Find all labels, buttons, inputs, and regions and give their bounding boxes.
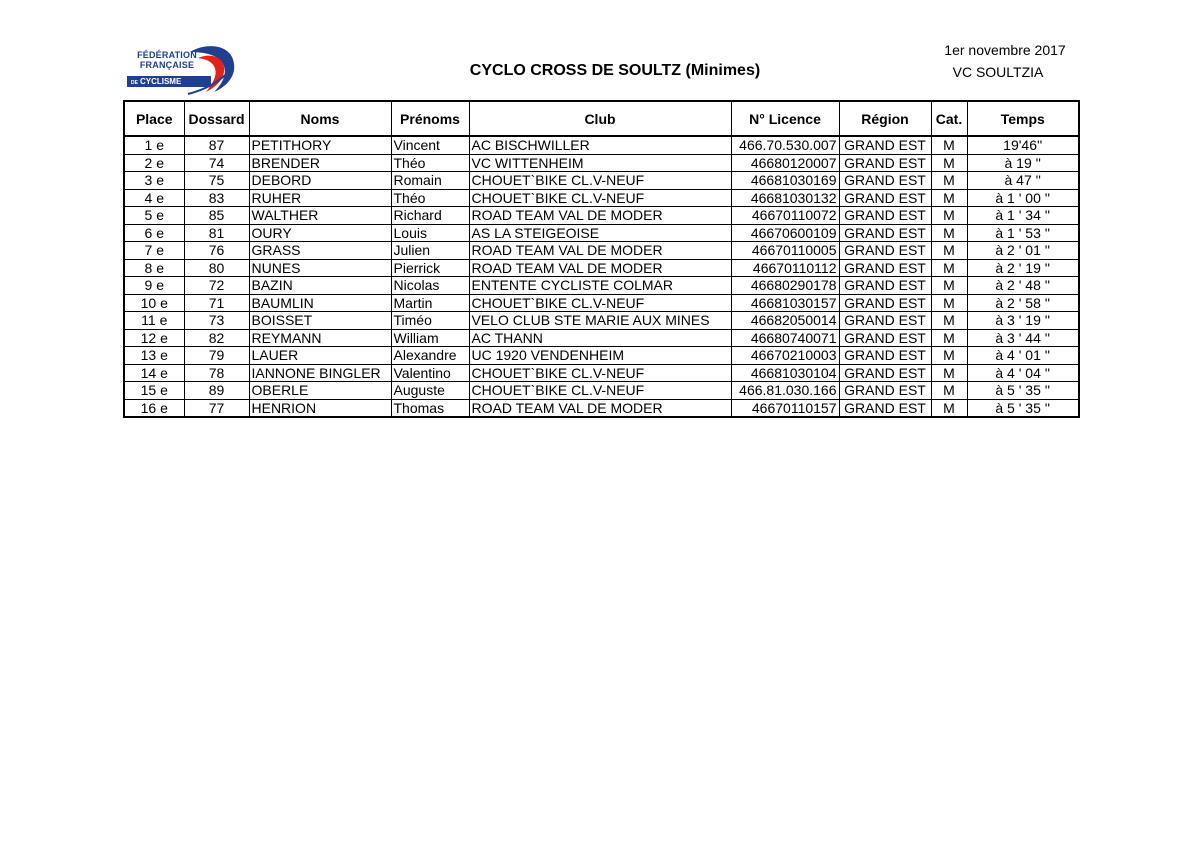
cell-prenom: Thomas [391, 399, 469, 417]
cell-nom: HENRION [249, 399, 391, 417]
cell-licence: 46670110005 [731, 242, 839, 260]
table-row [124, 172, 1079, 190]
table-row [124, 382, 1079, 400]
cell-dossard: 78 [184, 364, 249, 382]
cell-place: 3 e [124, 172, 184, 190]
cell-nom: LAUER [249, 347, 391, 365]
cell-region: GRAND EST [839, 172, 931, 190]
table-row [124, 329, 1079, 347]
table-row [124, 259, 1079, 277]
cell-cat: M [931, 382, 967, 400]
col-region: Région [839, 101, 931, 136]
logo-line-1: FÉDÉRATION [137, 50, 197, 60]
cell-club: CHOUET`BIKE CL.V-NEUF [469, 189, 731, 207]
cell-club: ROAD TEAM VAL DE MODER [469, 207, 731, 225]
col-cat: Cat. [931, 101, 967, 136]
cell-place: 4 e [124, 189, 184, 207]
cell-place: 12 e [124, 329, 184, 347]
cell-prenom: Alexandre [391, 347, 469, 365]
cell-prenom: Pierrick [391, 259, 469, 277]
cell-dossard: 80 [184, 259, 249, 277]
cell-cat: M [931, 224, 967, 242]
cell-club: ROAD TEAM VAL DE MODER [469, 399, 731, 417]
cell-club: CHOUET`BIKE CL.V-NEUF [469, 382, 731, 400]
cell-licence: 46681030169 [731, 172, 839, 190]
cell-place: 15 e [124, 382, 184, 400]
table-header [124, 101, 1079, 136]
cell-nom: DEBORD [249, 172, 391, 190]
cell-club: ROAD TEAM VAL DE MODER [469, 259, 731, 277]
page-title: CYCLO CROSS DE SOULTZ (Minimes) [469, 62, 761, 79]
cell-nom: BRENDER [249, 154, 391, 172]
cell-nom: OURY [249, 224, 391, 242]
cell-prenom: Louis [391, 224, 469, 242]
cell-region: GRAND EST [839, 329, 931, 347]
table-row [124, 136, 1079, 154]
cell-club: AC BISCHWILLER [469, 136, 731, 154]
logo-band-small: DE [131, 80, 138, 86]
cell-temps: à 5 ' 35 '' [967, 399, 1079, 417]
cell-licence: 46670110157 [731, 399, 839, 417]
cell-temps: à 3 ' 44 '' [967, 329, 1079, 347]
cell-cat: M [931, 136, 967, 154]
cell-licence: 46670110072 [731, 207, 839, 225]
cell-region: GRAND EST [839, 224, 931, 242]
cell-temps: à 47 '' [967, 172, 1079, 190]
cell-cat: M [931, 294, 967, 312]
cell-temps: à 2 ' 58 '' [967, 294, 1079, 312]
cyclist-swoosh-icon [184, 42, 242, 98]
cell-prenom: William [391, 329, 469, 347]
cell-club: ENTENTE CYCLISTE COLMAR [469, 277, 731, 295]
cell-dossard: 74 [184, 154, 249, 172]
logo-band-text: CYCLISME [139, 77, 182, 86]
event-date: 1er novembre 2017 [944, 42, 1066, 58]
cell-region: GRAND EST [839, 382, 931, 400]
cell-region: GRAND EST [839, 189, 931, 207]
cell-nom: OBERLE [249, 382, 391, 400]
cell-cat: M [931, 329, 967, 347]
cell-cat: M [931, 399, 967, 417]
cell-licence: 46670600109 [731, 224, 839, 242]
cell-temps: à 1 ' 53 '' [967, 224, 1079, 242]
cell-prenom: Romain [391, 172, 469, 190]
cell-prenom: Vincent [391, 136, 469, 154]
cell-region: GRAND EST [839, 364, 931, 382]
cell-place: 11 e [124, 312, 184, 330]
table-row [124, 347, 1079, 365]
cell-prenom: Martin [391, 294, 469, 312]
cell-temps: à 2 ' 19 '' [967, 259, 1079, 277]
logo-line-2: FRANÇAISE [139, 60, 195, 70]
cell-temps: à 3 ' 19 '' [967, 312, 1079, 330]
cell-dossard: 73 [184, 312, 249, 330]
cell-place: 7 e [124, 242, 184, 260]
cell-place: 10 e [124, 294, 184, 312]
cell-licence: 46680290178 [731, 277, 839, 295]
cell-place: 13 e [124, 347, 184, 365]
organizer-club: VC SOULTZIA [952, 64, 1044, 80]
cell-licence: 46682050014 [731, 312, 839, 330]
cell-cat: M [931, 207, 967, 225]
cell-prenom: Théo [391, 154, 469, 172]
cell-nom: NUNES [249, 259, 391, 277]
cell-nom: BAUMLIN [249, 294, 391, 312]
cell-club: CHOUET`BIKE CL.V-NEUF [469, 172, 731, 190]
results-table [123, 100, 1080, 418]
cell-prenom: Auguste [391, 382, 469, 400]
cell-region: GRAND EST [839, 242, 931, 260]
cell-licence: 46681030104 [731, 364, 839, 382]
cell-cat: M [931, 172, 967, 190]
cell-cat: M [931, 364, 967, 382]
table-row [124, 207, 1079, 225]
cell-temps: à 1 ' 34 '' [967, 207, 1079, 225]
cell-temps: à 2 ' 01 '' [967, 242, 1079, 260]
cell-club: CHOUET`BIKE CL.V-NEUF [469, 364, 731, 382]
cell-licence: 46680120007 [731, 154, 839, 172]
cell-licence: 46681030157 [731, 294, 839, 312]
cell-place: 16 e [124, 399, 184, 417]
cell-place: 2 e [124, 154, 184, 172]
cell-dossard: 75 [184, 172, 249, 190]
cell-nom: BAZIN [249, 277, 391, 295]
col-place: Place [124, 101, 184, 136]
cell-club: CHOUET`BIKE CL.V-NEUF [469, 294, 731, 312]
cell-place: 14 e [124, 364, 184, 382]
cell-nom: GRASS [249, 242, 391, 260]
cell-licence: 466.70.530.007 [731, 136, 839, 154]
cell-nom: REYMANN [249, 329, 391, 347]
cell-region: GRAND EST [839, 207, 931, 225]
cell-dossard: 76 [184, 242, 249, 260]
cell-prenom: Richard [391, 207, 469, 225]
table-row [124, 294, 1079, 312]
cell-place: 9 e [124, 277, 184, 295]
cell-region: GRAND EST [839, 154, 931, 172]
cell-cat: M [931, 259, 967, 277]
cell-place: 1 e [124, 136, 184, 154]
col-noms: Noms [249, 101, 391, 136]
cell-dossard: 82 [184, 329, 249, 347]
table-row [124, 224, 1079, 242]
ffc-logo [124, 42, 242, 98]
cell-cat: M [931, 277, 967, 295]
table-row [124, 242, 1079, 260]
cell-club: VELO CLUB STE MARIE AUX MINES [469, 312, 731, 330]
cell-nom: RUHER [249, 189, 391, 207]
cell-place: 6 e [124, 224, 184, 242]
cell-region: GRAND EST [839, 312, 931, 330]
cell-nom: WALTHER [249, 207, 391, 225]
cell-cat: M [931, 312, 967, 330]
cell-dossard: 87 [184, 136, 249, 154]
cell-licence: 46670110112 [731, 259, 839, 277]
col-club: Club [469, 101, 731, 136]
cell-prenom: Julien [391, 242, 469, 260]
table-row [124, 364, 1079, 382]
cell-region: GRAND EST [839, 277, 931, 295]
col-dossard: Dossard [184, 101, 249, 136]
cell-dossard: 89 [184, 382, 249, 400]
cell-nom: BOISSET [249, 312, 391, 330]
cell-club: AS LA STEIGEOISE [469, 224, 731, 242]
cell-club: UC 1920 VENDENHEIM [469, 347, 731, 365]
cell-region: GRAND EST [839, 136, 931, 154]
cell-temps: à 19 '' [967, 154, 1079, 172]
cell-region: GRAND EST [839, 347, 931, 365]
cell-region: GRAND EST [839, 399, 931, 417]
cell-temps: à 5 ' 35 '' [967, 382, 1079, 400]
cell-temps: 19'46'' [967, 136, 1079, 154]
table-row [124, 189, 1079, 207]
cell-temps: à 2 ' 48 '' [967, 277, 1079, 295]
cell-region: GRAND EST [839, 294, 931, 312]
col-temps: Temps [967, 101, 1079, 136]
cell-club: ROAD TEAM VAL DE MODER [469, 242, 731, 260]
cell-prenom: Théo [391, 189, 469, 207]
cell-licence: 46681030132 [731, 189, 839, 207]
col-licence: N° Licence [731, 101, 839, 136]
table-row [124, 154, 1079, 172]
cell-cat: M [931, 154, 967, 172]
cell-dossard: 77 [184, 399, 249, 417]
table-row [124, 399, 1079, 417]
cell-club: AC THANN [469, 329, 731, 347]
table-body [124, 136, 1079, 417]
cell-temps: à 4 ' 04 '' [967, 364, 1079, 382]
cell-licence: 46670210003 [731, 347, 839, 365]
cell-dossard: 71 [184, 294, 249, 312]
cell-cat: M [931, 242, 967, 260]
cell-cat: M [931, 347, 967, 365]
cell-club: VC WITTENHEIM [469, 154, 731, 172]
cell-dossard: 83 [184, 189, 249, 207]
cell-region: GRAND EST [839, 259, 931, 277]
cell-place: 8 e [124, 259, 184, 277]
cell-nom: PETITHORY [249, 136, 391, 154]
cell-licence: 466.81.030.166 [731, 382, 839, 400]
cell-place: 5 e [124, 207, 184, 225]
cell-licence: 46680740071 [731, 329, 839, 347]
cell-cat: M [931, 189, 967, 207]
cell-dossard: 79 [184, 347, 249, 365]
cell-prenom: Timéo [391, 312, 469, 330]
cell-dossard: 81 [184, 224, 249, 242]
col-prenoms: Prénoms [391, 101, 469, 136]
cell-prenom: Valentino [391, 364, 469, 382]
table-row [124, 312, 1079, 330]
table-row [124, 277, 1079, 295]
cell-dossard: 72 [184, 277, 249, 295]
cell-nom: IANNONE BINGLER [249, 364, 391, 382]
cell-temps: à 1 ' 00 '' [967, 189, 1079, 207]
cell-dossard: 85 [184, 207, 249, 225]
cell-prenom: Nicolas [391, 277, 469, 295]
cell-temps: à 4 ' 01 '' [967, 347, 1079, 365]
